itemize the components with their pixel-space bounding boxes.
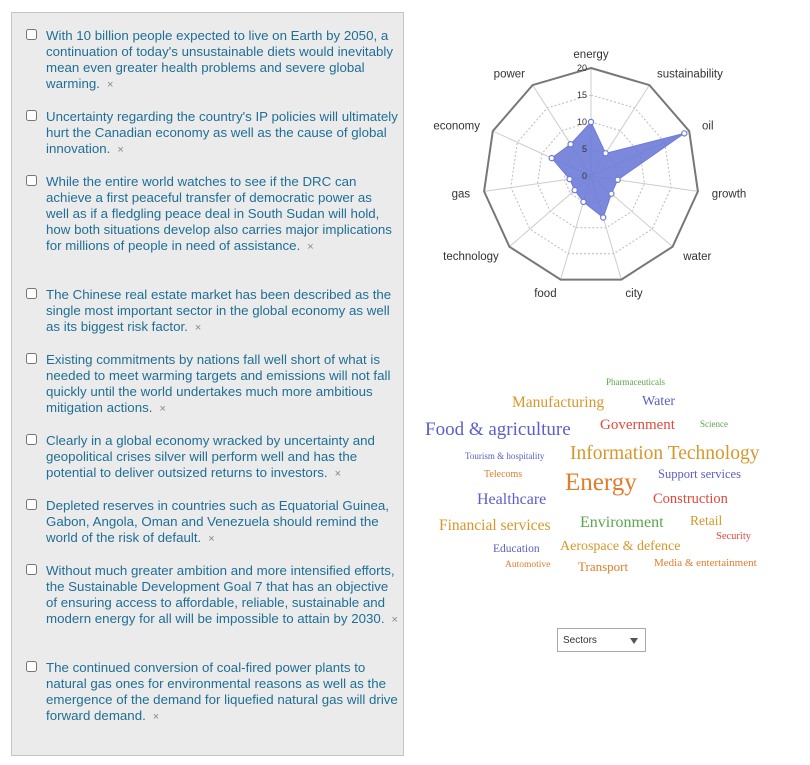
- news-item-text: Depleted reserves in countries such as Equatorial Guinea, Gabon, Angola, Oman and Venezuela should remind the world of the risk of default.: [46, 498, 389, 545]
- remove-icon[interactable]: ×: [152, 711, 160, 723]
- remove-icon[interactable]: ×: [159, 403, 166, 415]
- news-item-text: Uncertainty regarding the country's IP policies will ultimately hurt the Canadian economy as well as the cause of global innovation.: [46, 109, 398, 156]
- radar-tick-label: 5: [581, 144, 587, 154]
- word-cloud-term[interactable]: Healthcare: [477, 491, 547, 508]
- remove-icon[interactable]: ×: [307, 241, 314, 253]
- radar-data-point[interactable]: [603, 151, 608, 156]
- news-item-text: Clearly in a global economy wracked by uncertainty and geopolitical crises silver will perform well and has the potential to deliver outsized returns to investors.: [46, 433, 375, 480]
- news-item-checkbox[interactable]: [26, 288, 37, 299]
- sector-word-cloud: [420, 372, 800, 582]
- news-item-text: Existing commitments by nations fall well short of what is needed to meet warming targets and emissions will not fall quickly until the world undertakes much more ambitious mitigation actions.: [46, 352, 391, 415]
- remove-icon[interactable]: ×: [208, 533, 215, 545]
- word-cloud-term[interactable]: Support services: [658, 467, 741, 481]
- remove-icon[interactable]: ×: [106, 79, 114, 91]
- word-cloud-term[interactable]: Energy: [565, 469, 637, 496]
- radar-data-point[interactable]: [568, 142, 573, 147]
- word-cloud-term[interactable]: Information Technology: [570, 443, 760, 464]
- radar-data-point[interactable]: [549, 156, 554, 161]
- word-cloud-term[interactable]: Food & agriculture: [425, 419, 571, 440]
- chevron-down-icon: [630, 638, 638, 644]
- remove-icon[interactable]: ×: [391, 614, 398, 626]
- radar-category-label: power: [493, 68, 525, 81]
- radar-tick-label: 0: [581, 171, 587, 181]
- radar-tick-label: 10: [576, 117, 587, 127]
- word-cloud-term[interactable]: Aerospace & defence: [560, 539, 681, 554]
- word-cloud-term[interactable]: Tourism & hospitality: [465, 451, 545, 461]
- news-item-checkbox[interactable]: [26, 434, 37, 445]
- news-item-checkbox[interactable]: [26, 499, 37, 510]
- radar-data-point[interactable]: [567, 177, 572, 182]
- radar-tick-label: 20: [576, 63, 587, 73]
- radar-data-point[interactable]: [581, 199, 586, 204]
- remove-icon[interactable]: ×: [334, 468, 342, 480]
- topic-radar-chart: [430, 38, 770, 300]
- radar-data-point[interactable]: [682, 131, 687, 136]
- radar-category-label: economy: [433, 120, 480, 133]
- word-cloud-term[interactable]: Pharmaceuticals: [606, 377, 665, 387]
- radar-category-label: city: [625, 288, 643, 300]
- news-item-text: Without much greater ambition and more intensified efforts, the Sustainable Development Goal 7 that has an objective of ensuring access to affordable, reliable, sustainable and modern energy for all will be impossible to attain by 2030.: [46, 563, 395, 626]
- word-cloud-term[interactable]: Water: [642, 394, 676, 409]
- radar-tick-label: 15: [576, 90, 587, 100]
- radar-category-label: gas: [451, 188, 471, 201]
- word-cloud-term[interactable]: Education: [493, 543, 540, 555]
- word-cloud-term[interactable]: Media & entertainment: [654, 557, 757, 569]
- news-item-checkbox[interactable]: [26, 564, 37, 575]
- radar-data-point[interactable]: [572, 188, 577, 193]
- radar-data-point[interactable]: [609, 191, 614, 196]
- remove-icon[interactable]: ×: [194, 322, 202, 334]
- news-item-checkbox[interactable]: [26, 661, 37, 672]
- word-cloud-term[interactable]: Construction: [653, 491, 728, 507]
- radar-data-point[interactable]: [601, 215, 606, 220]
- word-cloud-term[interactable]: Telecoms: [484, 469, 523, 480]
- news-item-checkbox[interactable]: [26, 175, 37, 186]
- radar-category-label: technology: [443, 250, 499, 263]
- news-item-text: With 10 billion people expected to live on Earth by 2050, a continuation of today's unsustainable diets would inevitably mean even greater health problems and severe global warming.: [46, 28, 394, 91]
- word-cloud-term[interactable]: Retail: [690, 513, 723, 528]
- word-cloud-term[interactable]: Transport: [578, 559, 629, 574]
- news-item-checkbox[interactable]: [26, 29, 37, 40]
- radar-category-label: oil: [702, 120, 714, 133]
- radar-category-label: energy: [573, 49, 609, 61]
- news-item-checkbox[interactable]: [26, 353, 37, 364]
- word-cloud-term[interactable]: Financial services: [439, 517, 551, 534]
- sectors-dropdown-value: Sectors: [563, 635, 597, 646]
- news-item-text: The continued conversion of coal-fired power plants to natural gas ones for environmental reasons as well as the emergence of the demand for liquefied natural gas will drive forward demand.: [46, 660, 398, 723]
- news-item-text: The Chinese real estate market has been described as the single most important sector in the global economy as well as its biggest risk factor.: [46, 287, 392, 334]
- radar-data-point[interactable]: [615, 177, 620, 182]
- word-cloud-term[interactable]: Science: [700, 419, 728, 429]
- word-cloud-term[interactable]: Government: [600, 417, 675, 433]
- news-item-checkbox[interactable]: [26, 110, 37, 121]
- word-cloud-term[interactable]: Security: [716, 531, 751, 542]
- radar-category-label: food: [534, 288, 557, 300]
- sectors-dropdown[interactable]: [557, 628, 646, 652]
- radar-category-label: growth: [711, 188, 747, 201]
- word-cloud-term[interactable]: Manufacturing: [512, 394, 605, 411]
- word-cloud-term[interactable]: Automotive: [505, 560, 551, 570]
- remove-icon[interactable]: ×: [117, 144, 124, 156]
- word-cloud-term[interactable]: Environment: [580, 514, 664, 531]
- radar-category-label: water: [683, 250, 712, 263]
- news-item-text: While the entire world watches to see if the DRC can achieve a first peaceful transfer of democratic power as well as if a fledgling peace deal in South Sudan will hold, how both situations develop also carries major implications for millions of people in need of assistance.: [46, 174, 392, 253]
- radar-category-label: sustainability: [657, 68, 723, 81]
- radar-data-point[interactable]: [588, 119, 593, 124]
- news-list-panel: [11, 12, 404, 756]
